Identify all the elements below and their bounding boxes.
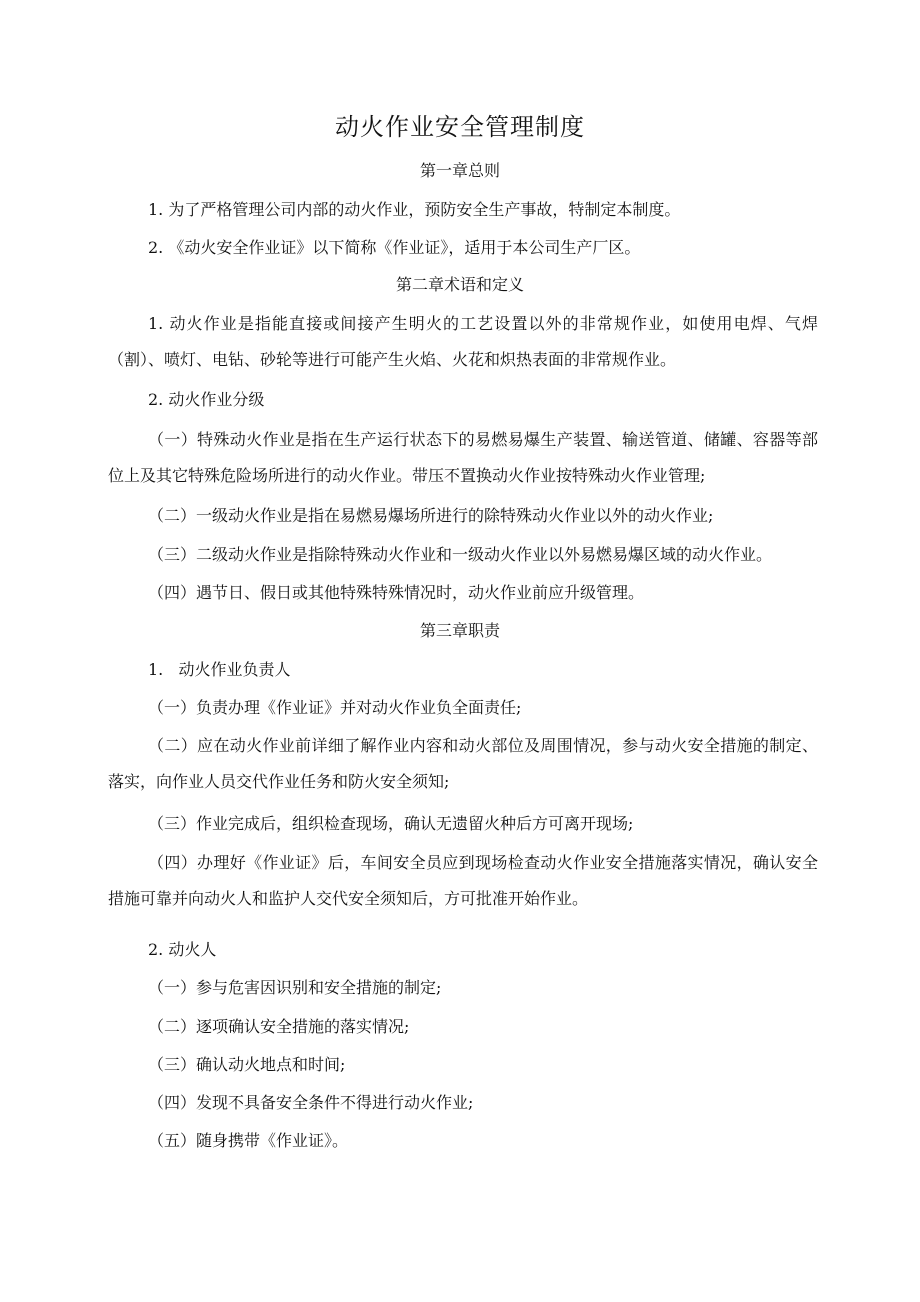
- paragraph: 2. 动火人: [148, 940, 217, 959]
- paragraph: （一）特殊动火作业是指在生产运行状态下的易燃易爆生产装置、输送管道、储罐、容器等部位上及其它特殊危险场所进行的动火作业。带压不置换动火作业按特殊动火作业管理;: [108, 430, 818, 485]
- paragraph: （四）办理好《作业证》后，车间安全员应到现场检查动火作业安全措施落实情况，确认安全措施可靠并向动火人和监护人交代安全须知后，方可批准开始作业。: [108, 853, 818, 908]
- paragraph: 1. 为了严格管理公司内部的动火作业，预防安全生产事故，特制定本制度。: [148, 200, 681, 219]
- chapter-3-heading: 第三章职责: [419, 621, 500, 640]
- paragraph: （三）作业完成后，组织检查现场，确认无遗留火种后方可离开现场;: [148, 814, 634, 833]
- paragraph: 1. 动火作业负责人: [148, 660, 291, 679]
- paragraph: （二）逐项确认安全措施的落实情况;: [148, 1017, 410, 1036]
- paragraph: （三）确认动火地点和时间;: [148, 1055, 346, 1074]
- paragraph: （五）随身携带《作业证》。: [148, 1131, 349, 1150]
- paragraph: （三）二级动火作业是指除特殊动火作业和一级动火作业以外易燃易爆区域的动火作业。: [148, 545, 773, 564]
- paragraph: 2. 《动火安全作业证》以下简称《作业证》，适用于本公司生产厂区。: [148, 238, 641, 257]
- paragraph: （二）应在动火作业前详细了解作业内容和动火部位及周围情况，参与动火安全措施的制定、落实，向作业人员交代作业任务和防火安全须知;: [108, 736, 818, 791]
- paragraph: （二）一级动火作业是指在易燃易爆场所进行的除特殊动火作业以外的动火作业;: [148, 506, 714, 525]
- paragraph: 2. 动火作业分级: [148, 390, 265, 409]
- paragraph: 1. 动火作业是指能直接或间接产生明火的工艺设置以外的非常规作业，如使用电焊、气焊（割）、喷灯、电钻、砂轮等进行可能产生火焰、火花和炽热表面的非常规作业。: [108, 314, 818, 369]
- document-title: 动火作业安全管理制度: [335, 113, 585, 141]
- paragraph: （一）参与危害因识别和安全措施的制定;: [148, 978, 442, 997]
- paragraph: （四）遇节日、假日或其他特殊特殊情况时，动火作业前应升级管理。: [148, 583, 645, 602]
- chapter-1-heading: 第一章总则: [419, 161, 500, 180]
- paragraph: （一）负责办理《作业证》并对动火作业负全面责任;: [148, 698, 522, 717]
- chapter-2-heading: 第二章术语和定义: [395, 275, 524, 294]
- paragraph: （四）发现不具备安全条件不得进行动火作业;: [148, 1093, 474, 1112]
